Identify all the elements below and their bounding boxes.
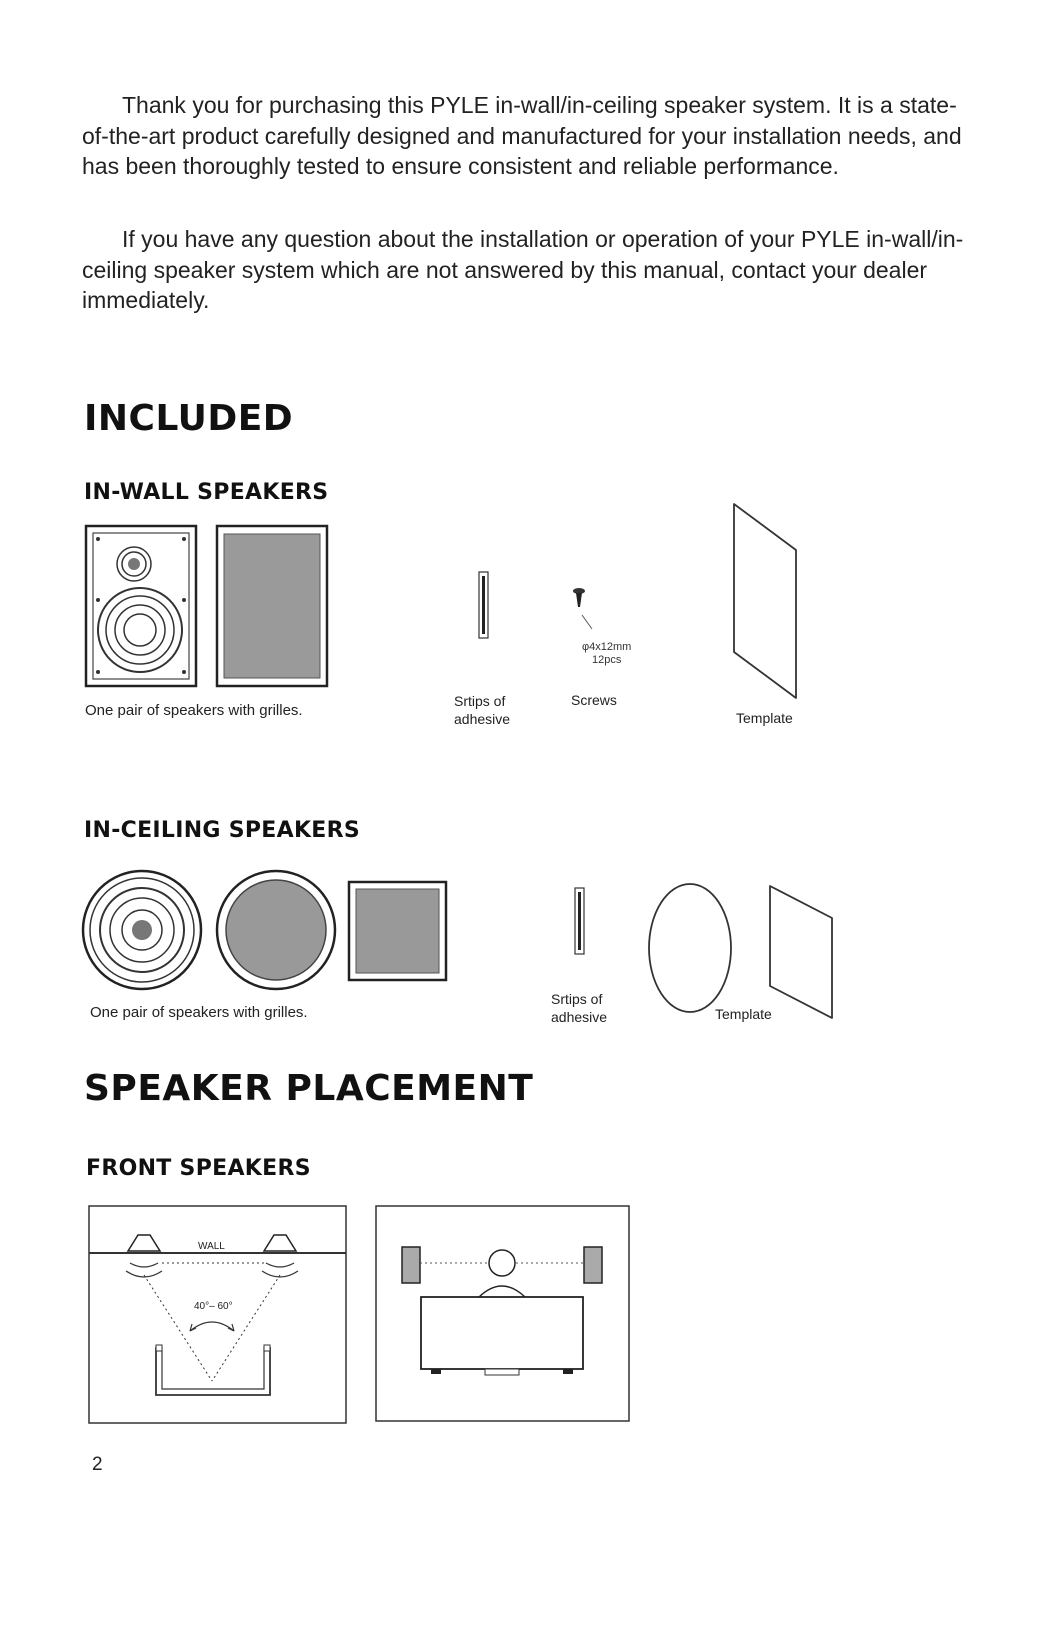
in-wall-strips-caption <box>454 692 510 728</box>
in-wall-speakers-heading: IN-WALL SPEAKERS <box>84 480 329 505</box>
in-wall-strips-caption-line2: adhesive <box>454 711 511 727</box>
in-wall-speakers-caption: One pair of speakers with grilles. <box>85 702 303 719</box>
in-wall-speaker-pair-image <box>84 524 329 690</box>
in-ceiling-strips-caption-line1: Srtips of <box>551 991 603 1007</box>
screw-spec-size: φ4x12mm <box>582 641 632 653</box>
in-ceiling-template-image <box>646 878 838 1024</box>
screw-icon <box>570 585 610 645</box>
intro-paragraph-2: If you have any question about the installation or operation of your PYLE in-wall/in-ceiling speaker system which are not answered by this manual, contact your dealer immediately. <box>82 226 964 313</box>
intro-paragraph-1: Thank you for purchasing this PYLE in-wall/in-ceiling speaker system. It is a state-of-the-art product carefully designed and manufactured for your installation needs, and has been thoroughly tested to ensure consistent and reliable performance. <box>82 92 962 179</box>
front-speakers-front-view-diagram <box>375 1205 631 1425</box>
front-speakers-top-view-diagram <box>88 1205 348 1425</box>
in-ceiling-speakers-caption: One pair of speakers with grilles. <box>90 1004 308 1021</box>
in-wall-strips-caption-line1: Srtips of <box>454 693 506 709</box>
screw-spec-qty: 12pcs <box>591 654 622 666</box>
in-ceiling-strips-caption-line2: adhesive <box>551 1009 608 1025</box>
in-ceiling-speakers-heading: IN-CEILING SPEAKERS <box>84 818 361 843</box>
angle-label: 40°– 60° <box>194 1301 233 1312</box>
in-ceiling-strips-caption <box>551 990 607 1026</box>
included-heading: INCLUDED <box>84 398 294 439</box>
in-wall-adhesive-strip-image <box>474 570 494 642</box>
in-wall-template-caption: Template <box>736 710 793 726</box>
screws-caption: Screws <box>571 692 617 708</box>
in-ceiling-template-caption: Template <box>715 1006 772 1022</box>
wall-label: WALL <box>198 1241 225 1252</box>
screw-spec <box>582 641 631 667</box>
in-ceiling-speaker-pair-image <box>80 868 452 992</box>
front-speakers-heading: FRONT SPEAKERS <box>86 1156 311 1181</box>
in-ceiling-adhesive-strip-image <box>570 886 590 958</box>
page-number: 2 <box>92 1454 103 1475</box>
in-wall-template-image <box>730 502 802 702</box>
speaker-placement-heading: SPEAKER PLACEMENT <box>84 1068 534 1109</box>
